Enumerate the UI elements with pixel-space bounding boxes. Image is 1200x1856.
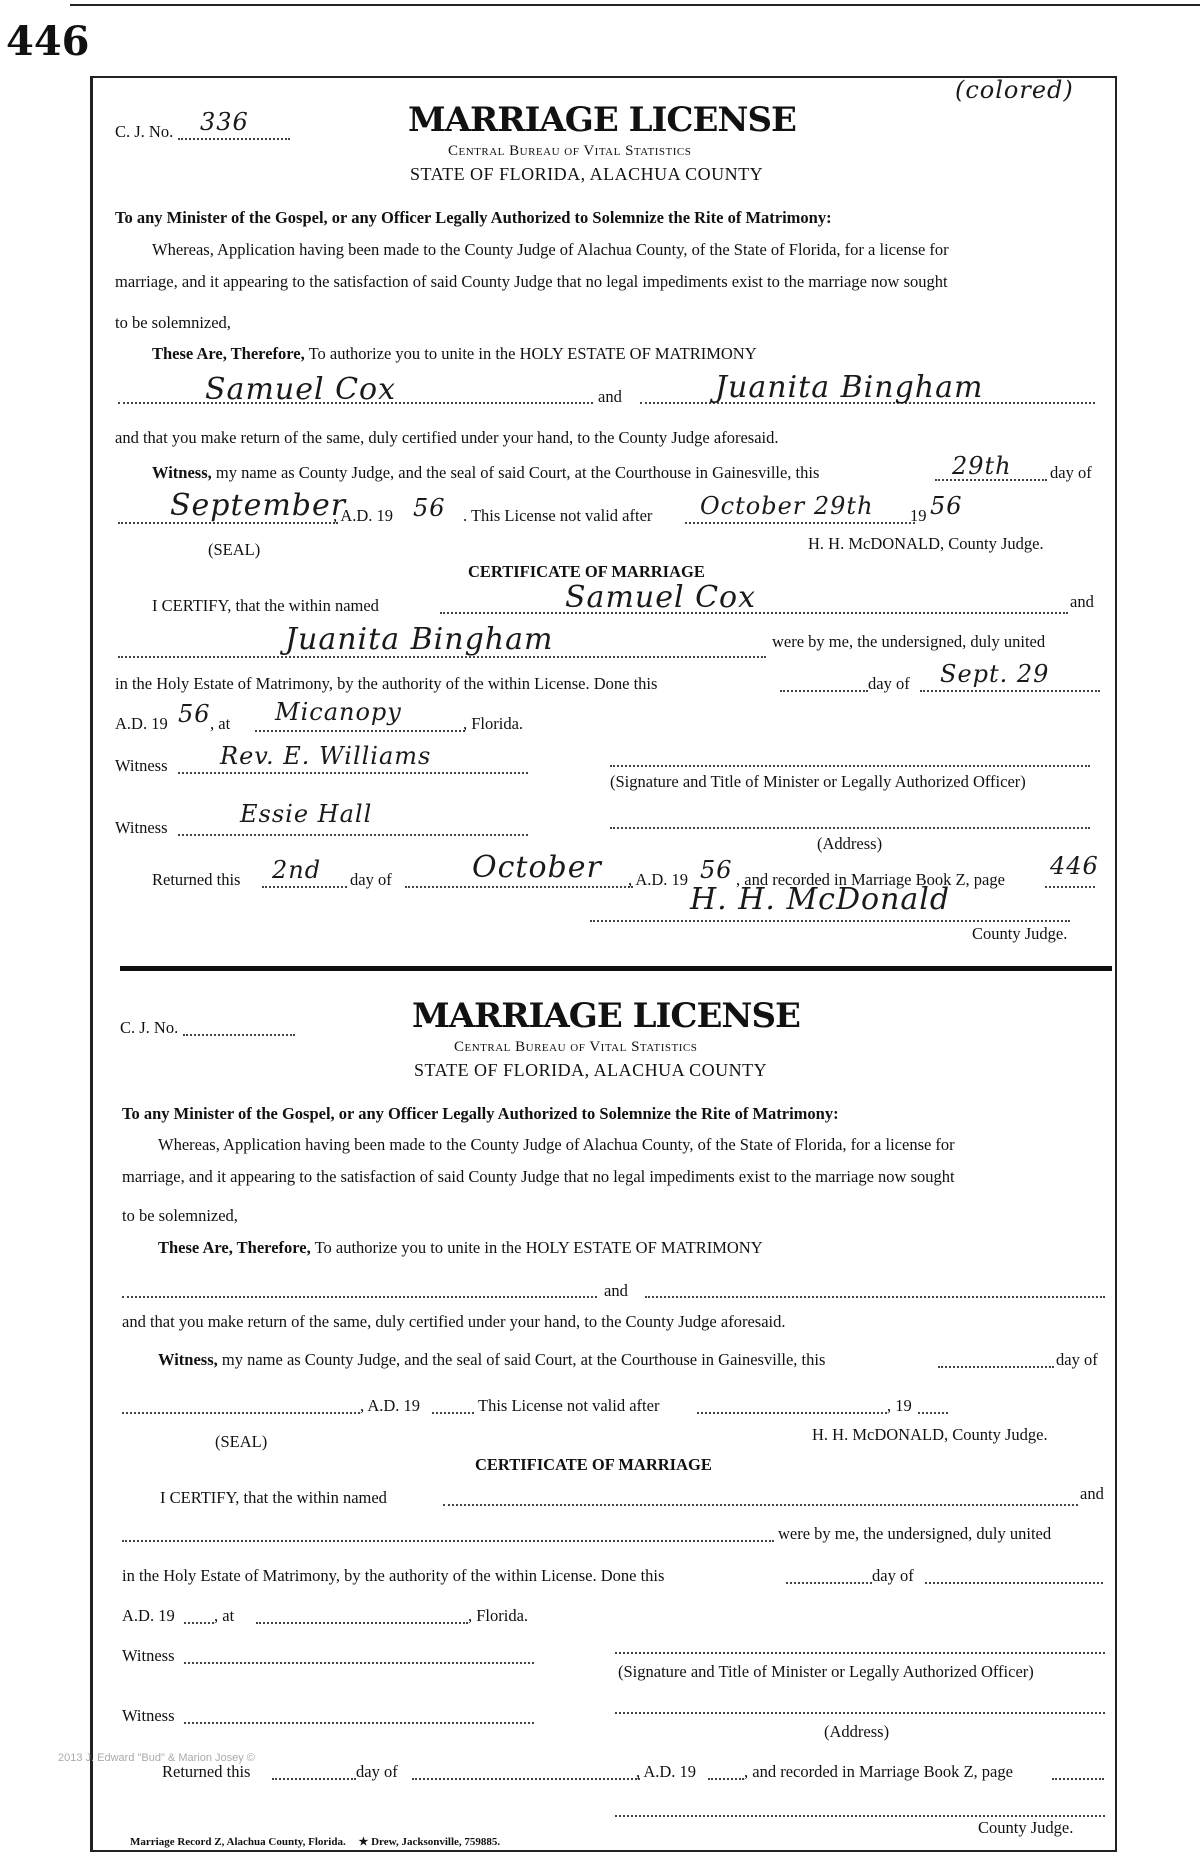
license-divider	[120, 966, 1112, 971]
page-number: 446	[6, 18, 90, 65]
cert-bride: Juanita Bingham	[285, 622, 554, 657]
not-valid-label-2: This License not valid after	[478, 1396, 660, 1415]
returned-year: 56	[700, 856, 733, 884]
cert-day-of-2: day of	[872, 1566, 914, 1585]
state-line: STATE OF FLORIDA, ALACHUA COUNTY	[410, 164, 764, 184]
these-are-line: These Are, Therefore, To authorize you to unite in the HOLY ESTATE OF MATRIMONY	[152, 344, 757, 363]
and-end-label-2: and	[1080, 1484, 1104, 1503]
holy-estate-line-2: in the Holy Estate of Matrimony, by the authority of the within License. Done this	[122, 1566, 665, 1585]
cj-value: 336	[200, 108, 249, 136]
returned-month: October	[472, 850, 602, 885]
whereas-line-3: to be solemnized,	[115, 313, 231, 332]
judge-signature: H. H. McDonald	[690, 882, 951, 917]
cj-label: C. J. No.	[115, 122, 174, 141]
expiry-19: 19	[910, 506, 927, 525]
cj-label-2: C. J. No.	[120, 1018, 179, 1037]
returned-day: 2nd	[272, 856, 322, 884]
whereas-line-1-2: Whereas, Application having been made to the County Judge of Alachua County, of the State of Florida, for a license for	[158, 1135, 955, 1154]
not-valid-label: . This License not valid after	[463, 506, 653, 525]
place: Micanopy	[275, 698, 402, 726]
groom-name: Samuel Cox	[205, 372, 397, 407]
signature-title: (Signature and Title of Minister or Legally Authorized Officer)	[610, 772, 1026, 791]
expiry-year: 56	[930, 492, 963, 520]
seal-label: (SEAL)	[208, 540, 261, 559]
returned-ad-2: , A.D. 19	[636, 1762, 697, 1781]
florida-label-2: , Florida.	[468, 1606, 529, 1625]
to-any-line: To any Minister of the Gospel, or any Officer Legally Authorized to Solemnize the Rite of Matrimony:	[115, 208, 832, 227]
printer-mark-icon: ★	[358, 1836, 369, 1848]
witness-1: Rev. E. Williams	[220, 742, 432, 770]
returned-day-of: day of	[350, 870, 392, 889]
bride-name: Juanita Bingham	[715, 370, 984, 405]
signature-title-2: (Signature and Title of Minister or Legally Authorized Officer)	[618, 1662, 1034, 1681]
to-any-line-2: To any Minister of the Gospel, or any Officer Legally Authorized to Solemnize the Rite of Matrimony:	[122, 1104, 839, 1123]
expiry-19-2: , 19	[887, 1396, 912, 1415]
whereas-line-1: Whereas, Application having been made to the County Judge of Alachua County, of the State of Florida, for a license for	[152, 240, 949, 259]
witness-1-label: Witness	[115, 756, 168, 775]
month-value: September	[170, 488, 347, 523]
county-judge-label: County Judge.	[972, 924, 1068, 943]
license-title: MARRIAGE LICENSE	[408, 100, 796, 140]
returned-label-2: Returned this	[162, 1762, 251, 1781]
cert-year: 56	[178, 700, 211, 728]
cert-groom: Samuel Cox	[565, 580, 757, 615]
colored-annotation: (colored)	[955, 76, 1074, 104]
address-label: (Address)	[817, 834, 883, 853]
bureau-line: Central Bureau of Vital Statistics	[448, 143, 692, 159]
witness-2: Essie Hall	[240, 800, 373, 828]
certificate-title-2: CERTIFICATE OF MARRIAGE	[475, 1455, 712, 1474]
recorded-label-2: , and recorded in Marriage Book Z, page	[744, 1762, 1013, 1781]
these-are-line-2: These Are, Therefore, To authorize you to unite in the HOLY ESTATE OF MATRIMONY	[158, 1238, 763, 1257]
whereas-line-2: marriage, and it appearing to the satisfaction of said County Judge that no legal impediments exist to the marriage now sought	[115, 272, 948, 291]
whereas-line-3-2: to be solemnized,	[122, 1206, 238, 1225]
witness-2-label: Witness	[115, 818, 168, 837]
witness-1-label-2: Witness	[122, 1646, 175, 1665]
were-by-me-2: were by me, the undersigned, duly united	[778, 1524, 1052, 1543]
certify-label: I CERTIFY, that the within named	[152, 596, 379, 615]
were-by-me: were by me, the undersigned, duly united	[772, 632, 1046, 651]
judge-name: H. H. McDONALD, County Judge.	[808, 534, 1044, 553]
expiry-date: October 29th	[700, 492, 874, 520]
state-line-2: STATE OF FLORIDA, ALACHUA COUNTY	[414, 1060, 768, 1080]
county-judge-label-2: County Judge.	[978, 1818, 1074, 1837]
returned-label: Returned this	[152, 870, 241, 889]
recorded-label: , and recorded in Marriage Book Z, page	[736, 870, 1005, 889]
day-value: 29th	[952, 452, 1012, 480]
certify-label-2: I CERTIFY, that the within named	[160, 1488, 387, 1507]
cert-ad-label-2: A.D. 19	[122, 1606, 175, 1625]
copyright-watermark: 2013 J. Edward "Bud" & Marion Josey ©	[58, 1752, 255, 1764]
judge-name-2: H. H. McDONALD, County Judge.	[812, 1425, 1048, 1444]
ad-label-2: , A.D. 19	[360, 1396, 421, 1415]
at-label-2: , at	[214, 1606, 235, 1625]
bureau-line-2: Central Bureau of Vital Statistics	[454, 1039, 698, 1055]
return-line: and that you make return of the same, duly certified under your hand, to the County Judge aforesaid.	[115, 428, 779, 447]
holy-estate-line: in the Holy Estate of Matrimony, by the authority of the within License. Done this	[115, 674, 658, 693]
florida-label: , Florida.	[463, 714, 524, 733]
at-label: , at	[210, 714, 231, 733]
cert-date: Sept. 29	[940, 660, 1050, 688]
returned-day-of-2: day of	[356, 1762, 398, 1781]
and-end-label: and	[1070, 592, 1094, 611]
year-value: 56	[413, 494, 446, 522]
day-of-label-2: day of	[1056, 1350, 1098, 1369]
cert-day-of: day of	[868, 674, 910, 693]
book-page: 446	[1050, 852, 1099, 880]
witness-line-2: Witness, my name as County Judge, and the seal of said Court, at the Courthouse in Gainesville, this	[158, 1350, 826, 1369]
ad-label: , A.D. 19	[333, 506, 394, 525]
return-line-2: and that you make return of the same, duly certified under your hand, to the County Judge aforesaid.	[122, 1312, 786, 1331]
license-title-2: MARRIAGE LICENSE	[412, 996, 800, 1036]
address-label-2: (Address)	[824, 1722, 890, 1741]
certificate-title: CERTIFICATE OF MARRIAGE	[468, 562, 705, 581]
witness-2-label-2: Witness	[122, 1706, 175, 1725]
top-edge-line	[70, 4, 1200, 7]
and-label-2: and	[604, 1281, 628, 1300]
witness-line: Witness, my name as County Judge, and the seal of said Court, at the Courthouse in Gainesville, this	[152, 463, 820, 482]
whereas-line-2-2: marriage, and it appearing to the satisfaction of said County Judge that no legal impediments exist to the marriage now sought	[122, 1167, 955, 1186]
footer-record: Marriage Record Z, Alachua County, Florida. ★ Drew, Jacksonville, 759885.	[130, 1836, 501, 1848]
seal-label-2: (SEAL)	[215, 1432, 268, 1451]
and-label: and	[598, 387, 622, 406]
cert-ad-label: A.D. 19	[115, 714, 168, 733]
day-of-label: day of	[1050, 463, 1092, 482]
returned-ad: , A.D. 19	[628, 870, 689, 889]
